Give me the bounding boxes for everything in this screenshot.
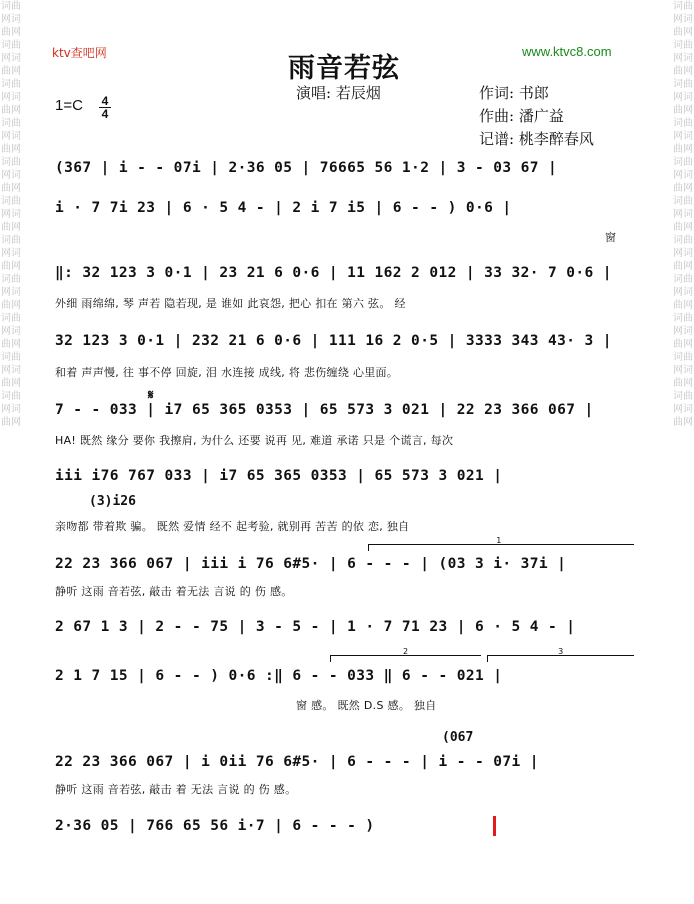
lyric-line-2: 窗 bbox=[605, 231, 617, 244]
right-watermark-rail: 词曲网词曲网词曲网词曲网词曲网词曲网词曲网词曲网词曲网词曲网词曲网词曲网词曲网词曲网词曲网词曲网词曲网词曲网词曲网词曲网词曲网词曲网 bbox=[673, 1, 693, 428]
lyricist-credit: 作词: 书郎 bbox=[479, 84, 549, 102]
score-system-4: 32 123 3 0·1 | 232 21 6 0·6 | 111 16 2 0·5 | 3333 343 43· 3 | bbox=[55, 333, 612, 349]
volta-bracket-3 bbox=[487, 647, 634, 662]
volta-number-1: 1 bbox=[496, 536, 502, 545]
left-watermark-rail: 词曲网词曲网词曲网词曲网词曲网词曲网词曲网词曲网词曲网词曲网词曲网词曲网词曲网词曲网词曲网词曲网词曲网词曲网词曲网词曲网词曲网词曲网 bbox=[1, 1, 21, 428]
brand-logo-text[interactable]: ktv查吧网 bbox=[52, 46, 107, 60]
score-system-5: 7 - - 033 | i7 65 365 0353 | 65 573 3 021 | 22 23 366 067 | bbox=[55, 402, 594, 418]
site-url-link[interactable]: www.ktvc8.com bbox=[522, 44, 612, 59]
composer-credit: 作曲: 潘广益 bbox=[479, 107, 564, 125]
lyric-line-6: 亲吻都 带着欺 骗。 既然 爱情 经不 起考验, 就别再 苦苦 的依 恋, 独自 bbox=[55, 520, 410, 533]
transcriber-credit: 记谱: 桃李醉春风 bbox=[479, 130, 594, 148]
lyric-line-4: 和着 声声慢, 往 事不停 回旋, 泪 水连接 成线, 将 悲伤缠绕 心里面。 bbox=[55, 366, 399, 379]
singer-credit: 演唱: 若辰烟 bbox=[296, 84, 381, 102]
volta-number-3: 3 bbox=[558, 647, 564, 656]
lyric-line-3: 外细 雨绵绵, 琴 声若 隐若现, 是 谁如 此哀怨, 把心 扣在 第六 弦。 经 bbox=[55, 297, 406, 310]
lyric-line-9: 窗 感。 既然 D.S 感。 独自 bbox=[296, 699, 437, 712]
lyric-line-7: 静听 这雨 音若弦, 敲击 着无法 言说 的 伤 感。 bbox=[55, 585, 293, 598]
lyric-line-10: 静听 这雨 音若弦, 敲击 着 无法 言说 的 伤 感。 bbox=[55, 783, 297, 796]
segno-sign: 𝄋 bbox=[148, 388, 154, 403]
score-system-2: i · 7 7i 23 | 6 · 5 4 - | 2 i 7 i5 | 6 - - ) 0·6 | bbox=[55, 200, 512, 216]
score-system-10: 22 23 366 067 | i 0ii 76 6#5· | 6 - - - | i - - 07i | bbox=[55, 754, 539, 770]
score-system-9: 2 1 7 15 | 6 - - ) 0·6 :‖ 6 - - 033 ‖ 6 - - 021 | bbox=[55, 668, 503, 684]
score-system-1: (367 | i - - 07i | 2·36 05 | 76665 56 1·2 | 3 - 03 67 | bbox=[55, 160, 558, 176]
volta-bracket-1 bbox=[368, 536, 634, 551]
score-system-8: 2 67 1 3 | 2 - - 75 | 3 - 5 - | 1 · 7 71 23 | 6 · 5 4 - | bbox=[55, 619, 576, 635]
key-signature: 1=C bbox=[55, 97, 83, 114]
alternate-ending-notes: (3)i26 bbox=[89, 494, 136, 509]
pickup-notes: (067 bbox=[442, 730, 474, 745]
end-marker bbox=[493, 816, 496, 836]
volta-number-2: 2 bbox=[403, 647, 409, 656]
time-signature-top: 4 bbox=[101, 94, 109, 108]
score-system-11: 2·36 05 | 766 65 56 i·7 | 6 - - - ) bbox=[55, 818, 375, 834]
time-signature-bottom: 4 bbox=[101, 107, 109, 121]
song-title: 雨音若弦 bbox=[288, 53, 400, 84]
score-system-7: 22 23 366 067 | iii i 76 6#5· | 6 - - - | (03 3 i· 37i | bbox=[55, 556, 567, 572]
score-system-6: iii i76 767 033 | i7 65 365 0353 | 65 573 3 021 | bbox=[55, 468, 503, 484]
volta-bracket-2 bbox=[330, 647, 481, 662]
score-system-3: ‖: 32 123 3 0·1 | 23 21 6 0·6 | 11 162 2 012 | 33 32· 7 0·6 | bbox=[55, 265, 612, 281]
lyric-line-5: HA! 既然 缘分 要你 我擦肩, 为什么 还要 说再 见, 难道 承诺 只是 个谎言, 每次 bbox=[55, 434, 454, 447]
time-signature bbox=[99, 95, 111, 120]
